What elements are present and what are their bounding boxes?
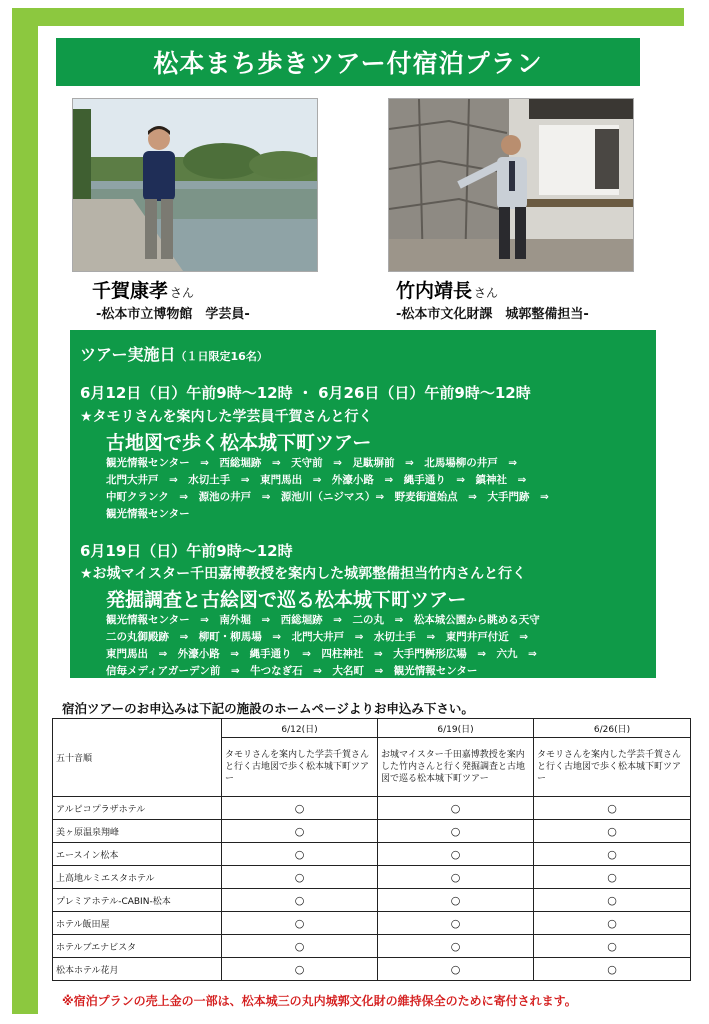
availability-mark: ○	[534, 866, 691, 889]
photo-castle-staff	[388, 98, 634, 272]
tour1-route	[106, 455, 549, 523]
table-row	[53, 958, 691, 981]
route-line: 信毎メディアガーデン前 ⇒ 牛つなぎ石 ⇒ 大名町 ⇒ 観光情報センター	[106, 665, 478, 677]
date-header: 6/26(日)	[534, 719, 691, 738]
table-header-dates	[53, 719, 691, 738]
availability-mark: ○	[378, 866, 534, 889]
availability-mark: ○	[378, 889, 534, 912]
donation-footnote: ※宿泊プランの売上金の一部は、松本城三の丸内城郭文化財の維持保全のために寄付されます。	[62, 994, 577, 1008]
availability-mark: ○	[222, 889, 378, 912]
date-header: 6/12(日)	[222, 719, 378, 738]
tour-description: タモリさんを案内した学芸千賀さんと行く古地図で歩く松本城下町ツアー	[534, 738, 691, 797]
tour-heading: ツアー実施日（１日限定16名）	[80, 345, 268, 364]
tour1-dates: 6月12日（日）午前9時～12時 ・ 6月26日（日）午前9時～12時	[80, 384, 531, 402]
hotel-name: アルピコプラザホテル	[53, 797, 222, 820]
table-row	[53, 866, 691, 889]
frame-top-bar	[40, 8, 684, 26]
tour-description: お城マイスター千田嘉博教授を案内した竹内さんと行く発掘調査と古地図で巡る松本城下町ツアー	[378, 738, 534, 797]
hotel-name: エースイン松本	[53, 843, 222, 866]
castle-staff-role: -松本市文化財課 城郭整備担当-	[396, 307, 589, 322]
availability-mark: ○	[222, 912, 378, 935]
availability-mark: ○	[222, 797, 378, 820]
availability-mark: ○	[534, 935, 691, 958]
hotel-name: 美ヶ原温泉翔峰	[53, 820, 222, 843]
availability-mark: ○	[222, 866, 378, 889]
tour2-name: 発掘調査と古絵図で巡る松本城下町ツアー	[106, 589, 467, 611]
tour2-route	[106, 612, 540, 680]
availability-mark: ○	[378, 797, 534, 820]
availability-mark: ○	[378, 912, 534, 935]
tour2-dates: 6月19日（日）午前9時～12時	[80, 542, 293, 560]
table-row	[53, 820, 691, 843]
availability-mark: ○	[378, 820, 534, 843]
route-line: 中町クランク ⇒ 源池の井戸 ⇒ 源池川（ニジマス）⇒ 野麦街道始点 ⇒ 大手門跡 ⇒	[106, 491, 549, 503]
curator-name: 千賀康孝 さん	[92, 280, 195, 302]
table-row	[53, 935, 691, 958]
availability-mark: ○	[534, 889, 691, 912]
availability-mark: ○	[222, 935, 378, 958]
table-row	[53, 797, 691, 820]
availability-mark: ○	[378, 935, 534, 958]
hotel-name: ホテル飯田屋	[53, 912, 222, 935]
route-line: 北門大井戸 ⇒ 水切土手 ⇒ 東門馬出 ⇒ 外濠小路 ⇒ 縄手通り ⇒ 鎮神社 ⇒	[106, 474, 527, 486]
availability-mark: ○	[534, 820, 691, 843]
hotel-table	[52, 718, 691, 981]
route-line: 観光情報センター	[106, 508, 190, 520]
tour-description: タモリさんを案内した学芸千賀さんと行く古地図で歩く松本城下町ツアー	[222, 738, 378, 797]
tour-schedule-panel	[70, 330, 656, 678]
tour2-lead: ★お城マイスター千田嘉博教授を案内した城郭整備担当竹内さんと行く	[80, 566, 527, 582]
tour1-name: 古地図で歩く松本城下町ツアー	[106, 432, 372, 454]
apply-note: 宿泊ツアーのお申込みは下記の施設のホームページよりお申込み下さい。	[62, 701, 474, 716]
castle-staff-name: 竹内靖長 さん	[396, 280, 499, 302]
availability-mark: ○	[534, 912, 691, 935]
date-header: 6/19(日)	[378, 719, 534, 738]
route-line: 東門馬出 ⇒ 外濠小路 ⇒ 縄手通り ⇒ 四柱神社 ⇒ 大手門桝形広場 ⇒ 六九 ⇒	[106, 648, 537, 660]
page-title: 松本まち歩きツアー付宿泊プラン	[56, 38, 640, 86]
route-line: 二の丸御殿跡 ⇒ 柳町・柳馬場 ⇒ 北門大井戸 ⇒ 水切土手 ⇒ 東門井戸付近 ⇒	[106, 631, 528, 643]
availability-mark: ○	[534, 958, 691, 981]
table-row	[53, 889, 691, 912]
frame-left-bar	[12, 8, 40, 1014]
frame-divider	[38, 26, 40, 1014]
photo-curator	[72, 98, 318, 272]
tour1-lead: ★タモリさんを案内した学芸員千賀さんと行く	[80, 409, 373, 425]
hotel-name: プレミアホテル-CABIN-松本	[53, 889, 222, 912]
hotel-name: ホテルブエナビスタ	[53, 935, 222, 958]
table-row	[53, 843, 691, 866]
availability-mark: ○	[378, 958, 534, 981]
availability-mark: ○	[222, 843, 378, 866]
route-line: 観光情報センター ⇒ 南外堀 ⇒ 西総堀跡 ⇒ 二の丸 ⇒ 松本城公園から眺める天守	[106, 614, 540, 626]
table-corner-label: 五十音順	[53, 719, 222, 797]
availability-mark: ○	[222, 958, 378, 981]
availability-mark: ○	[534, 797, 691, 820]
route-line: 観光情報センター ⇒ 西総堀跡 ⇒ 天守前 ⇒ 足駄塀前 ⇒ 北馬場柳の井戸 ⇒	[106, 457, 518, 469]
curator-role: -松本市立博物館 学芸員-	[96, 307, 250, 322]
table-row	[53, 912, 691, 935]
availability-mark: ○	[378, 843, 534, 866]
availability-mark: ○	[222, 820, 378, 843]
hotel-name: 松本ホテル花月	[53, 958, 222, 981]
hotel-name: 上高地ルミエスタホテル	[53, 866, 222, 889]
availability-mark: ○	[534, 843, 691, 866]
